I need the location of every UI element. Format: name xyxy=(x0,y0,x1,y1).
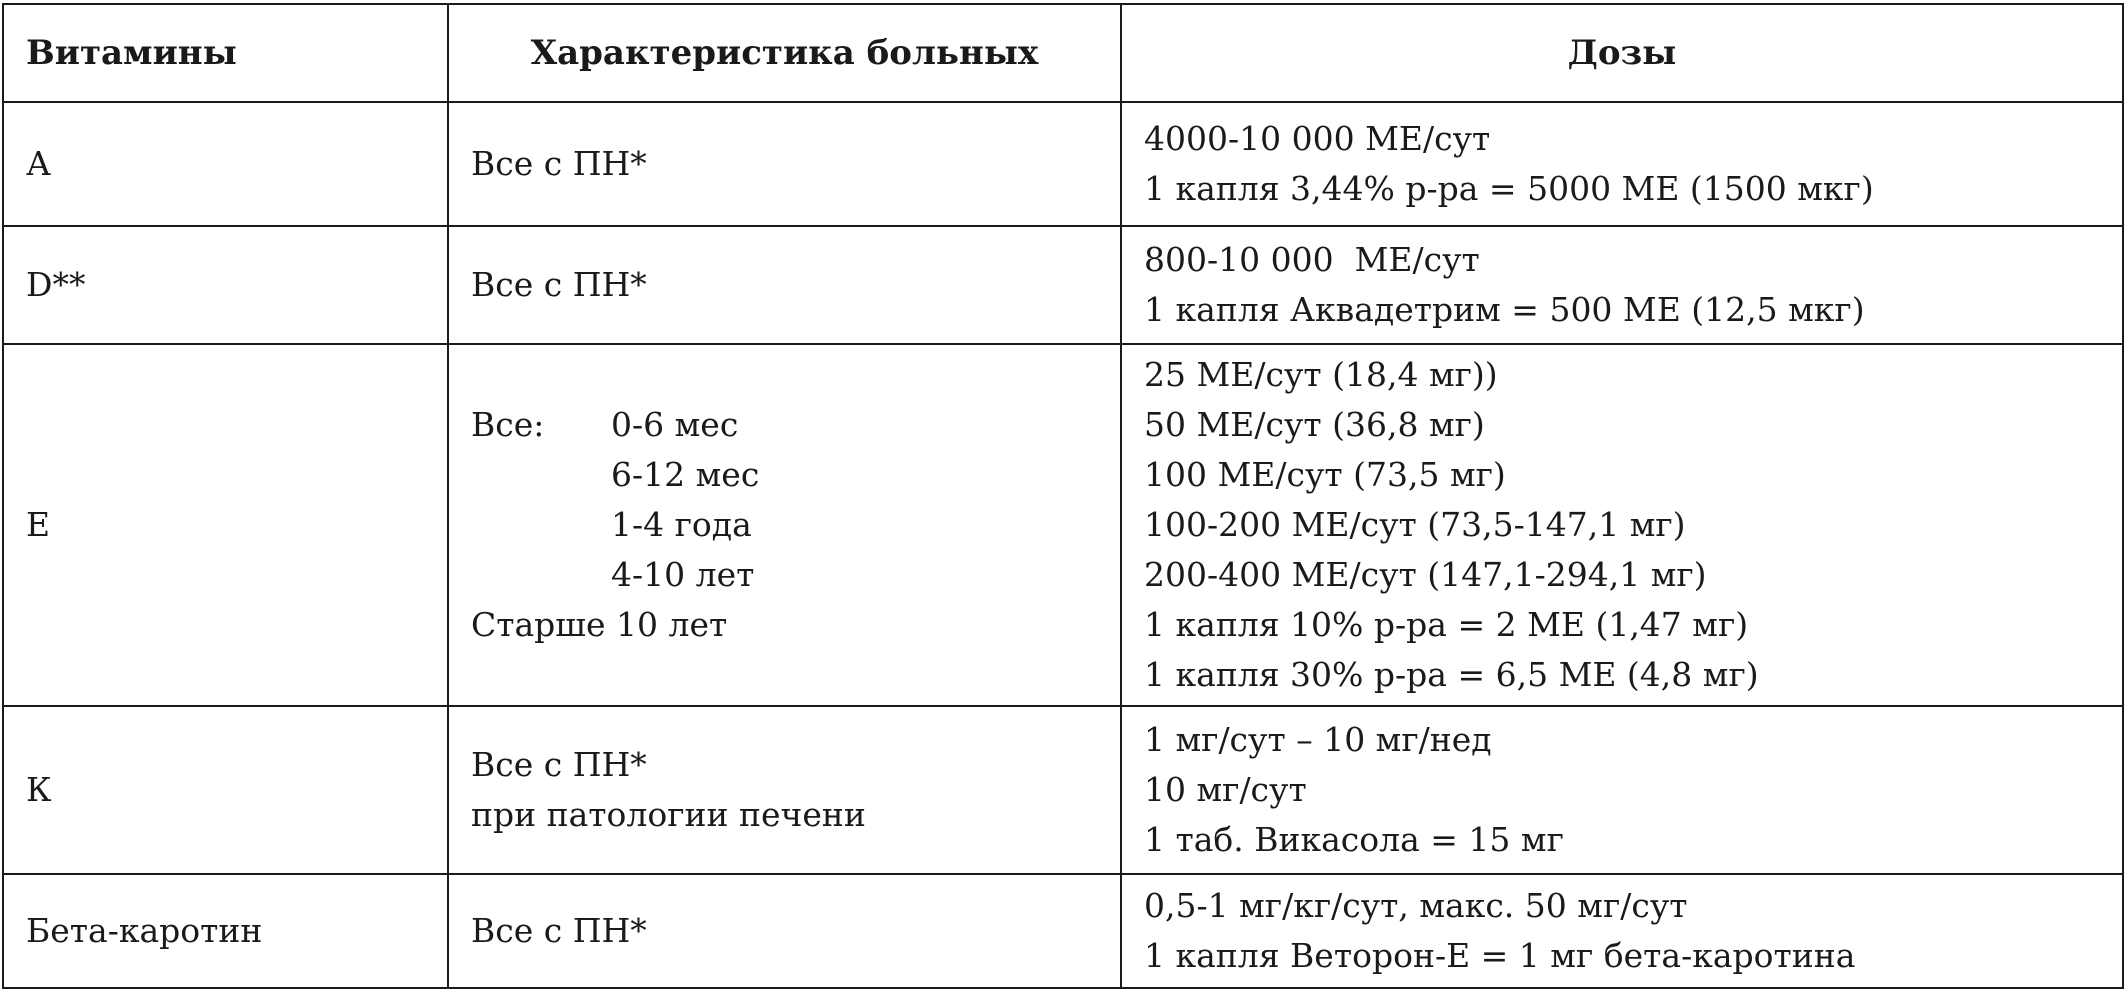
age-groups xyxy=(471,400,1098,650)
patients-line: Все с ПН* xyxy=(471,144,647,183)
patients-line: Все с ПН* xyxy=(471,911,647,950)
doses-cell xyxy=(1121,874,2123,988)
age-group: 6-12 мес xyxy=(611,455,760,494)
vitamin-cell: D** xyxy=(3,226,448,344)
doses-cell xyxy=(1121,706,2123,874)
age-group: 0-6 мес xyxy=(611,405,739,444)
patients-label: Все: xyxy=(471,405,545,444)
header-patients: Характеристика больных xyxy=(448,4,1121,102)
patients-cell xyxy=(448,102,1121,226)
table-row-vitamin-d xyxy=(3,226,2123,344)
dose-line: 50 МЕ/сут (36,8 мг) xyxy=(1144,405,1485,444)
patients-cell xyxy=(448,344,1121,706)
age-group: 4-10 лет xyxy=(611,555,755,594)
dose-line: 1 капля Веторон-Е = 1 мг бета-каротина xyxy=(1144,936,1856,975)
dose-line: 1 капля 30% р-ра = 6,5 МЕ (4,8 мг) xyxy=(1144,655,1759,694)
table-header-row xyxy=(3,4,2123,102)
vitamin-cell: А xyxy=(3,102,448,226)
dose-line: 0,5-1 мг/кг/сут, макс. 50 мг/сут xyxy=(1144,886,1688,925)
table-row-vitamin-k xyxy=(3,706,2123,874)
dose-line: 4000-10 000 МЕ/сут xyxy=(1144,119,1491,158)
header-vitamins: Витамины xyxy=(3,4,448,102)
dose-line: 800-10 000 МЕ/сут xyxy=(1144,240,1480,279)
dose-line: 1 капля 3,44% р-ра = 5000 МЕ (1500 мкг) xyxy=(1144,169,1874,208)
dose-line: 1 капля 10% р-ра = 2 МЕ (1,47 мг) xyxy=(1144,605,1749,644)
dose-line: 1 капля Аквадетрим = 500 МЕ (12,5 мкг) xyxy=(1144,290,1865,329)
dose-line: 1 таб. Викасола = 15 мг xyxy=(1144,820,1564,859)
header-doses: Дозы xyxy=(1121,4,2123,102)
vitamin-cell: К xyxy=(3,706,448,874)
vitamin-cell: Е xyxy=(3,344,448,706)
dose-line: 1 мг/сут – 10 мг/нед xyxy=(1144,720,1492,759)
doses-cell xyxy=(1121,344,2123,706)
vitamin-dosage-table xyxy=(2,3,2124,989)
dose-line: 100-200 МЕ/сут (73,5-147,1 мг) xyxy=(1144,505,1686,544)
table-row-vitamin-a xyxy=(3,102,2123,226)
patients-cell xyxy=(448,874,1121,988)
age-group-last: Старше 10 лет xyxy=(471,605,728,644)
dose-line: 200-400 МЕ/сут (147,1-294,1 мг) xyxy=(1144,555,1707,594)
age-group: 1-4 года xyxy=(611,505,752,544)
table-row-vitamin-e xyxy=(3,344,2123,706)
patients-line: при патологии печени xyxy=(471,795,866,834)
dose-line: 10 мг/сут xyxy=(1144,770,1307,809)
patients-cell xyxy=(448,706,1121,874)
vitamin-cell: Бета-каротин xyxy=(3,874,448,988)
table-row-beta-carotene xyxy=(3,874,2123,988)
doses-cell xyxy=(1121,226,2123,344)
dose-line: 100 МЕ/сут (73,5 мг) xyxy=(1144,455,1506,494)
doses-cell xyxy=(1121,102,2123,226)
dose-line: 25 МЕ/сут (18,4 мг)) xyxy=(1144,355,1498,394)
patients-cell xyxy=(448,226,1121,344)
patients-line: Все с ПН* xyxy=(471,745,647,784)
patients-line: Все с ПН* xyxy=(471,265,647,304)
